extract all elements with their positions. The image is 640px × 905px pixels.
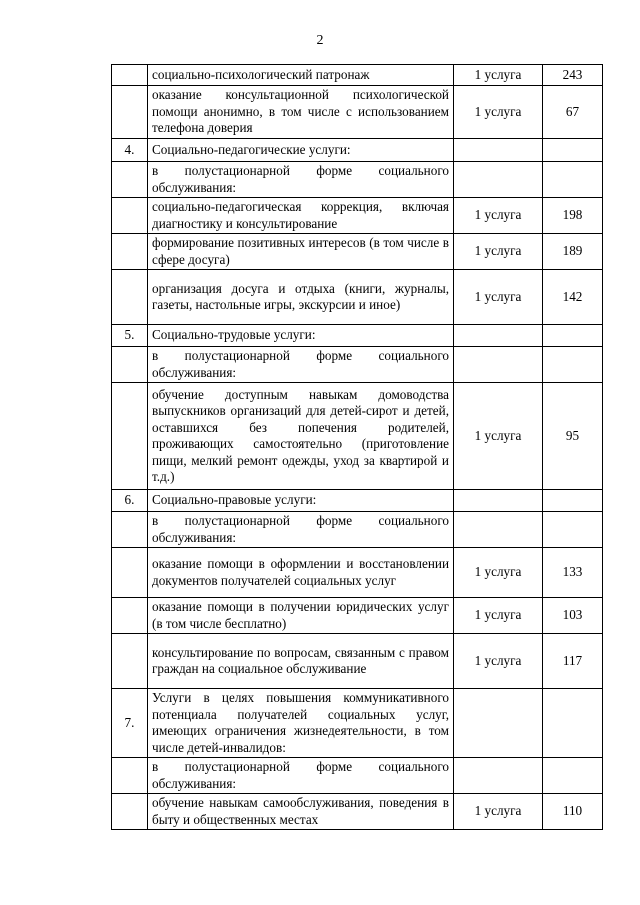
table-row [112,548,603,598]
unit-cell: 1 услуга [454,270,543,325]
section-number: 5. [112,325,148,347]
count-cell: 110 [543,794,603,830]
table-row [112,634,603,689]
page-number: 2 [316,33,324,48]
row-number [112,548,148,598]
unit-cell: 1 услуга [454,86,543,139]
row-number [112,383,148,490]
services-table [111,64,603,830]
row-number [112,634,148,689]
count-cell [543,325,603,347]
count-cell [543,490,603,512]
section-number: 6. [112,490,148,512]
count-cell: 142 [543,270,603,325]
table-row [112,234,603,270]
count-cell: 103 [543,598,603,634]
service-description: обучение навыкам самообслуживания, поведения в быту и общественных местах [148,794,454,830]
count-cell [543,347,603,383]
section-number: 7. [112,689,148,758]
section-number: 4. [112,139,148,162]
unit-cell: 1 услуга [454,234,543,270]
section-row [112,325,603,347]
service-description: оказание помощи в оформлении и восстановлении документов получателей социальных услуг [148,548,454,598]
unit-cell: 1 услуга [454,598,543,634]
table-row [112,598,603,634]
count-cell: 67 [543,86,603,139]
row-number [112,512,148,548]
count-cell [543,758,603,794]
row-number [112,347,148,383]
service-description: социально-педагогическая коррекция, включая диагностику и консультирование [148,198,454,234]
service-form-label: в полустационарной форме социального обслуживания: [148,347,454,383]
unit-cell [454,139,543,162]
table-row [112,347,603,383]
row-number [112,794,148,830]
table-row [112,758,603,794]
table-row [112,383,603,490]
row-number [112,162,148,198]
count-cell: 117 [543,634,603,689]
unit-cell [454,347,543,383]
service-description: формирование позитивных интересов (в том числе в сфере досуга) [148,234,454,270]
table-row [112,162,603,198]
service-description: организация досуга и отдыха (книги, журналы, газеты, настольные игры, экскурсии и иное) [148,270,454,325]
unit-cell: 1 услуга [454,65,543,86]
service-description: социально-психологический патронаж [148,65,454,86]
service-description: консультирование по вопросам, связанным с правом граждан на социальное обслуживание [148,634,454,689]
table-row [112,86,603,139]
service-form-label: в полустационарной форме социального обслуживания: [148,162,454,198]
table-row [112,270,603,325]
service-form-label: в полустационарной форме социального обслуживания: [148,512,454,548]
unit-cell: 1 услуга [454,383,543,490]
service-description: оказание консультационной психологической помощи анонимно, в том числе с использованием телефона доверия [148,86,454,139]
row-number [112,758,148,794]
row-number [112,65,148,86]
service-description: оказание помощи в получении юридических услуг (в том числе бесплатно) [148,598,454,634]
service-description: обучение доступным навыкам домоводства выпускников организаций для детей-сирот и детей, оставшихся без попечения родителей, проживающих самостоятельно (приготовление пищи, мелкий ремонт одежды, уход за квартирой и т.д.) [148,383,454,490]
count-cell [543,139,603,162]
section-row [112,139,603,162]
count-cell [543,689,603,758]
unit-cell: 1 услуга [454,198,543,234]
section-row [112,490,603,512]
unit-cell: 1 услуга [454,794,543,830]
count-cell: 243 [543,65,603,86]
row-number [112,270,148,325]
unit-cell [454,325,543,347]
row-number [112,86,148,139]
count-cell: 133 [543,548,603,598]
unit-cell: 1 услуга [454,634,543,689]
row-number [112,598,148,634]
section-title: Социально-педагогические услуги: [148,139,454,162]
unit-cell [454,689,543,758]
unit-cell [454,490,543,512]
service-form-label: в полустационарной форме социального обслуживания: [148,758,454,794]
count-cell [543,512,603,548]
row-number [112,198,148,234]
unit-cell [454,512,543,548]
section-title: Услуги в целях повышения коммуникативного потенциала получателей социальных услуг, имеющих ограничения жизнедеятельности, в том числе детей-инвалидов: [148,689,454,758]
unit-cell: 1 услуга [454,548,543,598]
count-cell: 198 [543,198,603,234]
table-row [112,794,603,830]
unit-cell [454,758,543,794]
table-row [112,512,603,548]
section-title: Социально-правовые услуги: [148,490,454,512]
table-row [112,198,603,234]
count-cell: 189 [543,234,603,270]
table-row [112,65,603,86]
row-number [112,234,148,270]
count-cell: 95 [543,383,603,490]
count-cell [543,162,603,198]
section-row [112,689,603,758]
section-title: Социально-трудовые услуги: [148,325,454,347]
unit-cell [454,162,543,198]
